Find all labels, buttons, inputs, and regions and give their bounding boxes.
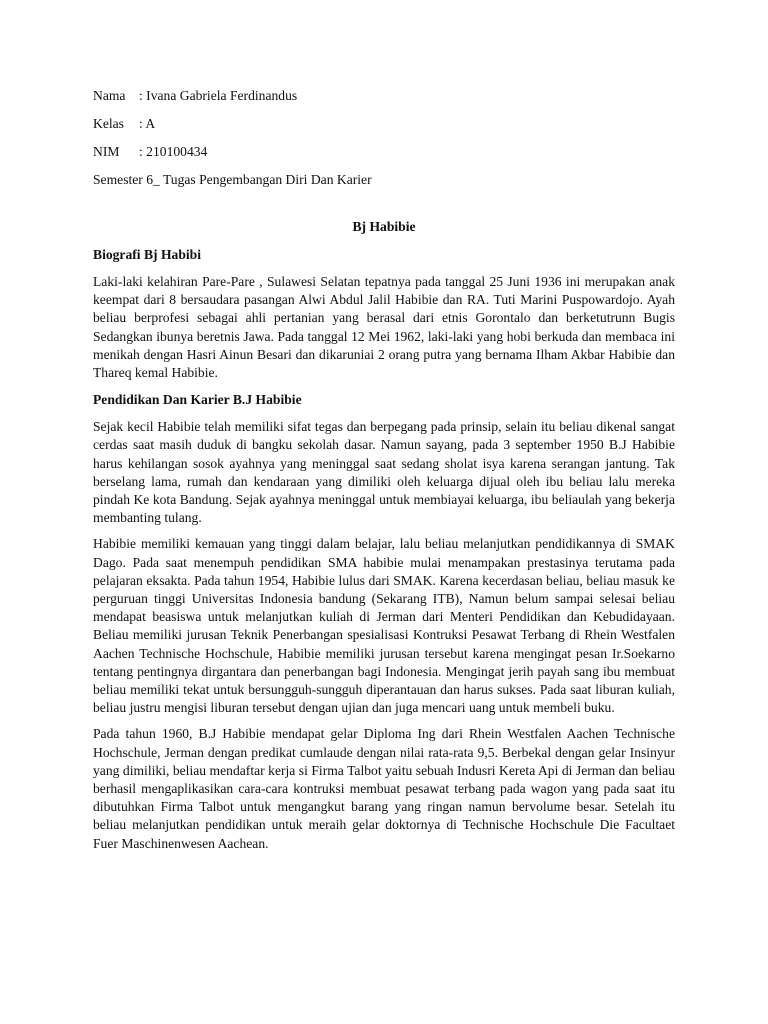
section-heading-pendidikan: Pendidikan Dan Karier B.J Habibie [93,392,302,408]
semester-line: Semester 6_ Tugas Pengembangan Diri Dan Karier [93,172,372,187]
nim-value: : 210100434 [139,144,208,159]
paragraph-pendidikan-3: Pada tahun 1960, B.J Habibie mendapat gelar Diploma Ing dari Rhein Westfalen Aachen Technische Hochschule, Jerman dengan predikat cumlaude dengan nilai rata-rata 9,5. Berbekal dengan gelar Insinyur yang dimiliki, beliau mendaftar kerja si Firma Talbot yaitu sebuah Indusri Kereta Api di Jerman dan beliau berhasil mengaplikasikan cara-cara kontruksi membuat pesawat terbang pada wagon yang pada saat itu dibutuhkan Firma Talbot untuk mengangkut barang yang ringan namun bervolume besar. Setelah itu beliau melanjutkan pendidikan untuk meraih gelar doktornya di Technische Hochschule Die Facultaet Fuer Maschinenwesen Aachean. [93,726,675,851]
nim-line [93,142,675,162]
nama-line [93,86,675,106]
document-title: Bj Habibie [352,219,416,234]
nama-value: : Ivana Gabriela Ferdinandus [139,88,298,103]
paragraph-pendidikan-2: Habibie memiliki kemauan yang tinggi dalam belajar, lalu beliau melanjutkan pendidikannya di SMAK Dago. Pada saat menempuh pendidikan SMA habibie mulai menampakan prestasinya terutama pada pelajaran eksakta. Pada tahun 1954, Habibie lulus dari SMAK. Karena kecerdasan beliau, beliau masuk ke perguruan tinggi Universitas Indonesia bandung (Sekarang ITB), Namun belum sampai selesai beliau mendapat beasiswa untuk melanjutkan kuliah di Jerman dari Menteri Pendidikan dan Kebudidayaan. Beliau memiliki jurusan Teknik Penerbangan spesialisasi Kontruksi Pesawat Terbang di Rhein Westfalen Aachen Technische Hochschule, Habibie memiliki jurusan tersebut karena mengingat pesan Ir.Soekarno tentang pentingnya dirgantara dan penerbangan bagi Indonesia. Mengingat jerih payah sang ibu membuat beliau memiliki tekat untuk bersungguh-sungguh diperantauan dan harus sukses. Pada saat liburan kuliah, beliau justru mengisi liburan tersebut dengan ujian dan juga mencari uang untuk membeli buku. [93,536,675,716]
paragraph-biografi: Laki-laki kelahiran Pare-Pare , Sulawesi Selatan tepatnya pada tanggal 25 Juni 1936 ini merupakan anak keempat dari 8 bersaudara pasangan Alwi Abdul Jalil Habibie dan RA. Tuti Marini Puspowardojo. Ayah beliau berprofesi sebagai ahli pertanian yang berasal dari etnis Gorontalo dan berketutrunn Bugis Sedangkan ibunya beretnis Jawa. Pada tanggal 12 Mei 1962, laki-laki yang hobi berkuda dan membaca ini menikah dengan Hasri Ainun Besari dan dikaruniai 2 orang putra yang bernama Ilham Akbar Habibie dan Thareq kemal Habibie. [93,274,675,381]
kelas-line [93,114,675,134]
kelas-value: : A [139,116,156,131]
document-content [93,86,675,861]
nim-label: NIM [93,144,120,159]
paragraph-pendidikan-1: Sejak kecil Habibie telah memiliki sifat tegas dan berpegang pada prinsip, selain itu beliau dikenal sangat cerdas saat masih duduk di bangku sekolah dasar. Namun sayang, pada 3 september 1950 B.J Habibie harus kehilangan sosok ayahnya yang meninggal saat sedang sholat isya karena serangan jantung. Tak berselang lama, rumah dan kendaraan yang dimiliki oleh keluarga dijual oleh ibu beliau lalu mereka pindah Ke kota Bandung. Sejak ayahnya meninggal untuk membiayai keluarga, ibu beliaulah yang bekerja membanting tulang. [93,419,675,526]
section-heading-biografi: Biografi Bj Habibi [93,247,202,262]
kelas-label: Kelas [93,116,124,131]
nama-label: Nama [93,88,126,103]
